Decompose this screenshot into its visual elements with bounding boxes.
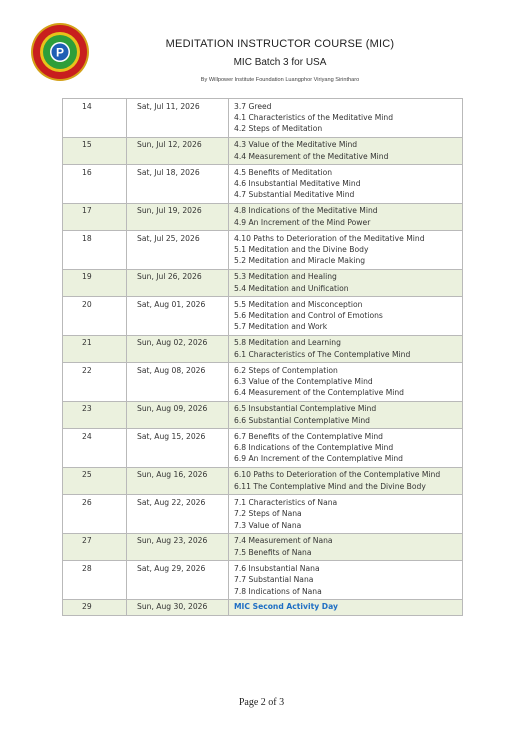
session-number: 20 [63,297,127,336]
session-number: 29 [63,599,127,615]
topic-item: 6.8 Indications of the Contemplative Mind [234,443,394,453]
session-number: 14 [63,99,127,138]
session-date: Sun, Jul 26, 2026 [127,269,229,296]
session-topics [229,335,463,362]
session-topics [229,165,463,204]
session-date: Sat, Aug 01, 2026 [127,297,229,336]
session-date: Sun, Jul 19, 2026 [127,203,229,230]
session-number: 17 [63,203,127,230]
topic-item: 5.8 Meditation and Learning [234,338,341,348]
session-topics [229,561,463,600]
schedule-row [63,269,463,296]
topic-item: 7.5 Benefits of Nana [234,547,312,557]
topic-item: 6.9 An Increment of the Contemplative Mind [234,454,404,464]
session-date: Sat, Aug 22, 2026 [127,495,229,534]
topic-item: 4.1 Characteristics of the Meditative Mind [234,112,394,122]
topic-item: 4.10 Paths to Deterioration of the Meditative Mind [234,233,425,243]
topic-item: 4.5 Benefits of Meditation [234,167,333,177]
page-number: Page 2 of 3 [238,697,285,708]
topic-item: 5.1 Meditation and the Divine Body [234,244,369,254]
topic-item: 7.8 Indications of Nana [234,586,322,596]
topic-item: 7.1 Characteristics of Nana [234,497,338,507]
topic-item: 6.7 Benefits of the Contemplative Mind [234,431,383,441]
schedule-row [63,231,463,270]
batch-subtitle: MIC Batch 3 for USA [233,57,327,68]
session-date: Sat, Aug 15, 2026 [127,429,229,468]
session-number: 26 [63,495,127,534]
session-topics [229,495,463,534]
session-number: 15 [63,137,127,164]
session-number: 25 [63,467,127,494]
schedule-row [63,467,463,494]
schedule-table [62,98,463,616]
session-topics [229,137,463,164]
topic-item: 6.10 Paths to Deterioration of the Contemplative Mind [234,470,441,480]
session-date: Sat, Jul 18, 2026 [127,165,229,204]
session-topics [229,203,463,230]
session-topics [229,533,463,560]
topic-item: 5.6 Meditation and Control of Emotions [234,311,383,320]
byline: By Willpower Institute Foundation Luangphor Viriyang Sirintharo [200,77,360,83]
session-number: 22 [63,363,127,402]
topic-item: 6.6 Substantial Contemplative Mind [234,415,370,425]
session-date: Sat, Jul 25, 2026 [127,231,229,270]
session-date: Sun, Aug 09, 2026 [127,401,229,428]
topic-item: 5.5 Meditation and Misconception [234,299,363,309]
session-date: Sat, Aug 08, 2026 [127,363,229,402]
topic-item: 4.3 Value of the Meditative Mind [234,140,358,150]
schedule-row [63,401,463,428]
session-topics [229,269,463,296]
topic-item: 7.3 Value of Nana [234,520,302,530]
schedule-row [63,561,463,600]
schedule-row [63,297,463,336]
session-topics [229,297,463,336]
session-topics [229,99,463,138]
session-topics [229,467,463,494]
session-number: 19 [63,269,127,296]
schedule-row [63,137,463,164]
session-topics [229,599,463,615]
schedule-row [63,533,463,560]
topic-item: 4.8 Indications of the Meditative Mind [234,206,378,216]
session-date: Sun, Aug 02, 2026 [127,335,229,362]
session-date: Sun, Aug 16, 2026 [127,467,229,494]
topic-item: 6.5 Insubstantial Contemplative Mind [234,404,377,414]
schedule-row [63,363,463,402]
schedule-row [63,203,463,230]
session-date: Sun, Jul 12, 2026 [127,137,229,164]
topic-item: 4.7 Substantial Meditative Mind [234,190,355,200]
topic-item: 7.6 Insubstantial Nana [234,563,320,573]
schedule-row [63,99,463,138]
session-topics [229,231,463,270]
session-topics [229,429,463,468]
topic-item: 4.6 Insubstantial Meditative Mind [234,178,361,188]
topic-item: 7.7 Substantial Nana [234,575,314,585]
schedule-row [63,335,463,362]
topic-item: 5.4 Meditation and Unification [234,283,349,293]
topic-item: MIC Second Activity Day [234,602,338,612]
foundation-logo [30,22,90,82]
topic-item: 4.2 Steps of Meditation [234,124,323,134]
topic-item: 6.2 Steps of Contemplation [234,365,338,375]
topic-item: 5.3 Meditation and Healing [234,272,337,282]
topic-item: 4.9 An Increment of the Mind Power [234,217,371,227]
topic-item: 4.4 Measurement of the Meditative Mind [234,151,389,161]
session-date: Sun, Aug 30, 2026 [127,599,229,615]
course-title: MEDITATION INSTRUCTOR COURSE (MIC) [165,38,395,50]
topic-item: 5.2 Meditation and Miracle Making [234,256,366,266]
topic-item: 6.3 Value of the Contemplative Mind [234,377,373,387]
session-topics [229,363,463,402]
topic-item: 6.1 Characteristics of The Contemplative Mind [234,349,411,359]
session-number: 18 [63,231,127,270]
session-number: 27 [63,533,127,560]
session-number: 23 [63,401,127,428]
session-number: 24 [63,429,127,468]
topic-item: 3.7 Greed [234,101,272,111]
topic-item: 7.2 Steps of Nana [234,509,302,519]
session-topics [229,401,463,428]
schedule-row [63,165,463,204]
logo-letter: P [55,45,65,60]
topic-item: 6.11 The Contemplative Mind and the Divine Body [234,481,426,491]
session-number: 16 [63,165,127,204]
schedule-row [63,495,463,534]
topic-item: 5.7 Meditation and Work [234,322,328,332]
schedule-row [63,429,463,468]
session-date: Sun, Aug 23, 2026 [127,533,229,560]
session-date: Sat, Aug 29, 2026 [127,561,229,600]
schedule-row [63,599,463,615]
session-number: 21 [63,335,127,362]
session-number: 28 [63,561,127,600]
session-date: Sat, Jul 11, 2026 [127,99,229,138]
topic-item: 6.4 Measurement of the Contemplative Mind [234,388,404,398]
topic-item: 7.4 Measurement of Nana [234,536,333,546]
